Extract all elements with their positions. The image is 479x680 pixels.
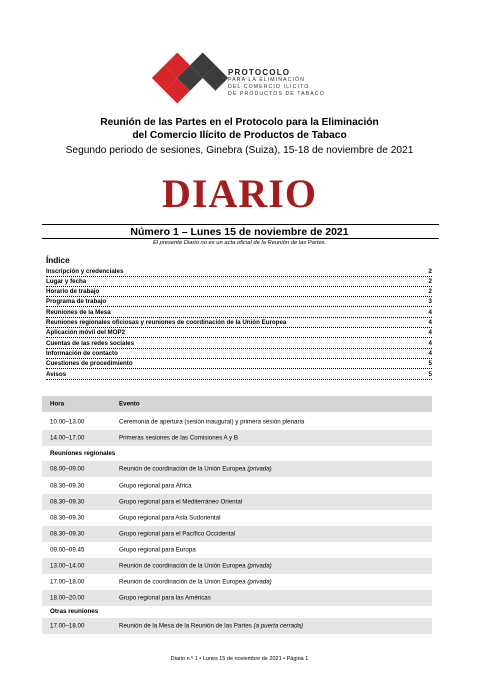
logo-line: DE PRODUCTOS DE TABACO: [228, 91, 325, 97]
schedule-event: [119, 563, 272, 570]
schedule-event-text: Grupo regional para el Mediterráneo Oriental: [119, 498, 243, 506]
schedule-event-text: Grupo regional para África: [119, 482, 192, 490]
schedule-row: [42, 558, 432, 574]
schedule-time: 08.30–09.30: [50, 514, 85, 522]
masthead-title: DIARIO: [162, 171, 317, 216]
index-item-page: 4: [428, 339, 432, 347]
index-item-page: 3: [428, 298, 432, 306]
index-item-page: 5: [428, 370, 432, 378]
schedule-section-title: Reuniones regionales: [50, 450, 116, 457]
schedule-event: [119, 531, 235, 538]
index-item-label: Horario de trabajo: [46, 288, 100, 296]
index-item[interactable]: [46, 307, 432, 318]
index-item[interactable]: [46, 369, 432, 380]
index-item[interactable]: [46, 318, 432, 329]
index-item[interactable]: [46, 359, 432, 370]
schedule-event-note: (privada): [247, 578, 272, 586]
schedule-time: 14.00–17.00: [50, 434, 85, 442]
index-item-page: 4: [428, 329, 432, 337]
schedule-event-text: Grupo regional para Asia Sudoriental: [119, 514, 221, 522]
top-rule: [42, 224, 439, 225]
index-item-page: 2: [428, 288, 432, 296]
schedule-row: [42, 542, 432, 558]
schedule-event: [119, 435, 238, 442]
index-item-page: 2: [428, 267, 432, 275]
index-item-page: 4: [428, 349, 432, 357]
schedule-row: [42, 430, 432, 446]
index-item-page: 5: [428, 360, 432, 368]
schedule-event-text: Reunión de coordinación de la Unión Europea: [119, 465, 246, 473]
index-title: Índice: [46, 256, 70, 265]
schedule-section-title: Otras reuniones: [50, 608, 99, 615]
schedule-row: [42, 590, 432, 606]
index-item-label: Reuniones regionales oficiosas y reuniones de coordinación de la Unión Europea: [46, 319, 287, 327]
schedule-event: [119, 623, 303, 630]
schedule-event-text: Grupo regional para las Américas: [119, 594, 211, 602]
schedule-time: 18.00–20.00: [50, 594, 85, 602]
schedule-header-event: Evento: [119, 400, 140, 408]
index-item[interactable]: [46, 266, 432, 277]
index-item[interactable]: [46, 348, 432, 359]
schedule-event-text: Grupo regional para Europa: [119, 546, 196, 554]
index-item-page: 4: [428, 308, 432, 316]
index-item[interactable]: [46, 297, 432, 308]
logo-text: [228, 68, 325, 98]
schedule-event: [119, 579, 272, 586]
schedule-row: [42, 478, 432, 494]
schedule-row: [42, 414, 432, 430]
schedule-event-text: Reunión de coordinación de la Unión Europea: [119, 578, 246, 586]
bottom-rule: [42, 238, 439, 239]
schedule-time: 17.00–18.00: [50, 578, 85, 586]
schedule-event-text: Primeras sesiones de las Comisiones A y B: [119, 434, 238, 442]
index-item-label: Cuentas de las redes sociales: [46, 339, 135, 347]
schedule-time: 17.00–18.00: [50, 622, 85, 630]
index-item-page: 4: [428, 319, 432, 327]
index-item-label: Avisos: [46, 370, 67, 378]
schedule-time: 08.30–09.30: [50, 482, 85, 490]
schedule-event: [119, 547, 196, 554]
schedule-time: 13.00–14.00: [50, 562, 85, 570]
schedule-row: [42, 618, 432, 634]
index-item-label: Reuniones de la Mesa: [46, 308, 111, 316]
schedule-event-text: Reunión de coordinación de la Unión Europea: [119, 562, 246, 570]
schedule-event-text: Ceremonia de apertura (sesión inaugural) y primera sesión plenaria: [119, 418, 305, 426]
logo-line: PARA LA ELIMINACIÓN: [228, 77, 306, 83]
index-item-label: Inscripción y credenciales: [46, 267, 124, 275]
index-item-label: Programa de trabajo: [46, 298, 107, 306]
schedule-time: 08.30–09.30: [50, 530, 85, 538]
schedule-event-note: (privada): [247, 562, 272, 570]
index-item-label: Información de contacto: [46, 349, 118, 357]
header-line-2: del Comercio Ilícito de Productos de Tabaco: [132, 130, 347, 141]
index-item-label: Lugar y fecha: [46, 277, 87, 285]
schedule-header-time: Hora: [50, 400, 65, 408]
index-item-label: Aplicación móvil del MOP2: [46, 329, 126, 337]
schedule-event: [119, 595, 211, 602]
schedule-row: [42, 574, 432, 590]
schedule-time: 08.00–09.00: [50, 465, 85, 473]
schedule-event: [119, 515, 220, 522]
protocol-logo: [150, 40, 230, 116]
schedule-event: [119, 483, 192, 490]
header-line-3: Segundo periodo de sesiones, Ginebra (Suiza), 15-18 de noviembre de 2021: [65, 145, 414, 156]
schedule-event: [119, 499, 242, 506]
schedule-event: [119, 466, 272, 473]
schedule-event-note: (a puerta cerrada): [253, 622, 304, 630]
schedule-event: [119, 419, 304, 426]
schedule-time: 08.30–09.30: [50, 498, 85, 506]
index-item[interactable]: [46, 338, 432, 349]
index-item[interactable]: [46, 276, 432, 287]
schedule-time: 09.00–09.45: [50, 546, 85, 554]
index-item-page: 2: [428, 277, 432, 285]
schedule-row: [42, 461, 432, 477]
schedule-header: [42, 396, 432, 412]
index-item-label: Cuestiones de procedimiento: [46, 360, 133, 368]
page-footer: Diario n.º 1 • Lunes 15 de noviembre de 2021 • Página 1: [170, 656, 309, 662]
index-item[interactable]: [46, 287, 432, 298]
issue-line: Número 1 – Lunes 15 de noviembre de 2021: [130, 226, 349, 238]
schedule-row: [42, 526, 432, 542]
index-item[interactable]: [46, 328, 432, 339]
header-line-1: Reunión de las Partes en el Protocolo para la Eliminación: [100, 117, 379, 128]
schedule-row: [42, 494, 432, 510]
schedule-event-text: Reunión de la Mesa de la Reunión de las Partes: [119, 622, 252, 630]
schedule-row: [42, 510, 432, 526]
schedule-event-note: (privada): [247, 465, 272, 473]
logo-title: PROTOCOLO: [228, 68, 291, 77]
schedule-time: 10.00–13.00: [50, 418, 85, 426]
logo-line: DEL COMERCIO ILÍCITO: [228, 84, 310, 90]
disclaimer: El presente Diario no es un acta oficial de la Reunión de las Partes.: [152, 240, 327, 246]
schedule-event-text: Grupo regional para el Pacífico Occidental: [119, 530, 236, 538]
